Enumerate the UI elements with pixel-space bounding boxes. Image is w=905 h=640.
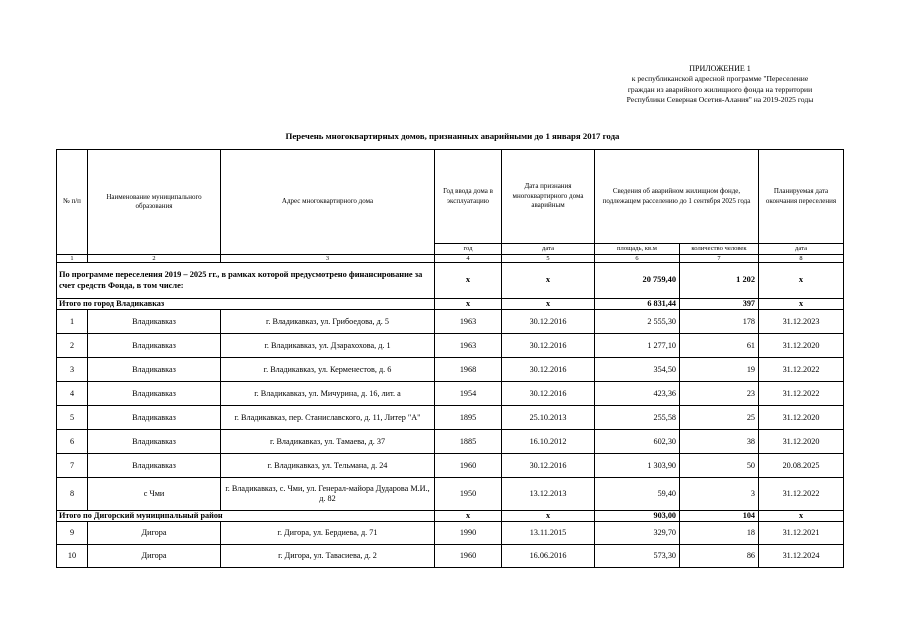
column-number: 5 (502, 255, 595, 263)
program-total-label: По программе переселения 2019 – 2025 гг., в рамках которой предусмотрено финансирование за счет средств Фонда, в том числе: (57, 263, 435, 299)
row-people: 50 (680, 454, 759, 478)
row-date: 16.06.2016 (502, 545, 595, 568)
row-area: 1 277,10 (595, 334, 680, 358)
row-num: 3 (57, 358, 88, 382)
row-area: 354,50 (595, 358, 680, 382)
row-end: 31.12.2022 (759, 478, 844, 511)
row-year: 1960 (435, 454, 502, 478)
table-row (57, 310, 844, 334)
table-row (57, 406, 844, 430)
row-date: 30.12.2016 (502, 454, 595, 478)
row-area: 573,30 (595, 545, 680, 568)
group-total-year: x (435, 299, 502, 310)
row-area: 329,70 (595, 522, 680, 545)
header-municipality: Наименование муниципального образования (88, 150, 221, 255)
appendix-line-2: граждан из аварийного жилищного фонда на территории (627, 84, 813, 94)
row-num: 4 (57, 382, 88, 406)
row-address: г. Владикавказ, ул. Мичурина, д. 16, лит. а (221, 382, 435, 406)
row-municipality: Владикавказ (88, 358, 221, 382)
group-total-end: x (759, 299, 844, 310)
unit-year: год (435, 244, 502, 255)
row-num: 7 (57, 454, 88, 478)
row-year: 1885 (435, 430, 502, 454)
row-address: г. Дигора, ул. Бердиева, д. 71 (221, 522, 435, 545)
row-address: г. Владикавказ, ул. Керменестов, д. 6 (221, 358, 435, 382)
group-total-row (57, 299, 844, 310)
program-total-people: 1 202 (680, 263, 759, 299)
row-end: 31.12.2020 (759, 406, 844, 430)
group-total-label: Итого по Дигорский муниципальный район (57, 511, 435, 522)
row-address: г. Владикавказ, пер. Станиславского, д. 11, Литер "А" (221, 406, 435, 430)
header-year-built: Год ввода дома в эксплуатацию (435, 150, 502, 244)
row-end: 31.12.2022 (759, 358, 844, 382)
row-municipality: Владикавказ (88, 334, 221, 358)
row-date: 30.12.2016 (502, 382, 595, 406)
group-total-people: 104 (680, 511, 759, 522)
row-year: 1960 (435, 545, 502, 568)
row-area: 602,30 (595, 430, 680, 454)
row-date: 13.12.2013 (502, 478, 595, 511)
group-total-year: x (435, 511, 502, 522)
header-fund-info: Сведения об аварийном жилищном фонде, подлежащем расселению до 1 сентября 2025 года (595, 150, 759, 244)
row-municipality: Владикавказ (88, 406, 221, 430)
row-end: 20.08.2025 (759, 454, 844, 478)
appendix-line-1: к республиканской адресной программе "Переселение (631, 74, 809, 84)
group-total-area: 6 831,44 (595, 299, 680, 310)
row-address: г. Дигора, ул. Тавасиева, д. 2 (221, 545, 435, 568)
row-people: 86 (680, 545, 759, 568)
row-municipality: Владикавказ (88, 454, 221, 478)
row-area: 423,36 (595, 382, 680, 406)
row-end: 31.12.2022 (759, 382, 844, 406)
table-row (57, 358, 844, 382)
group-total-row (57, 511, 844, 522)
row-municipality: Дигора (88, 522, 221, 545)
appendix-title: ПРИЛОЖЕНИЕ 1 (689, 64, 751, 73)
row-year: 1895 (435, 406, 502, 430)
unit-area: площадь, кв.м (595, 244, 680, 255)
row-municipality: Владикавказ (88, 310, 221, 334)
row-date: 30.12.2016 (502, 310, 595, 334)
houses-table (56, 149, 844, 568)
row-end: 31.12.2020 (759, 430, 844, 454)
column-number: 3 (221, 255, 435, 263)
table-row (57, 478, 844, 511)
row-num: 2 (57, 334, 88, 358)
appendix-line-3: Республики Северная Осетия-Алания" на 2019-2025 годы (626, 95, 814, 105)
column-number: 1 (57, 255, 88, 263)
row-people: 61 (680, 334, 759, 358)
row-date: 30.12.2016 (502, 358, 595, 382)
group-total-label: Итого по город Владикавказ (57, 299, 435, 310)
column-number: 7 (680, 255, 759, 263)
appendix-header (560, 64, 880, 106)
row-num: 6 (57, 430, 88, 454)
group-total-date: x (502, 511, 595, 522)
program-total-end: x (759, 263, 844, 299)
program-total-area: 20 759,40 (595, 263, 680, 299)
row-end: 31.12.2024 (759, 545, 844, 568)
program-total-row (57, 263, 844, 299)
header-planned-end: Планируемая дата окончания переселения (759, 150, 844, 244)
group-total-date: x (502, 299, 595, 310)
row-year: 1963 (435, 334, 502, 358)
row-year: 1963 (435, 310, 502, 334)
row-num: 5 (57, 406, 88, 430)
row-date: 30.12.2016 (502, 334, 595, 358)
row-year: 1990 (435, 522, 502, 545)
row-address: г. Владикавказ, ул. Тельмана, д. 24 (221, 454, 435, 478)
row-address: г. Владикавказ, ул. Тамаева, д. 37 (221, 430, 435, 454)
column-number: 6 (595, 255, 680, 263)
row-people: 19 (680, 358, 759, 382)
header-recognition-date: Дата признания многоквартирного дома аварийным (502, 150, 595, 244)
row-num: 8 (57, 478, 88, 511)
row-num: 1 (57, 310, 88, 334)
unit-date: дата (502, 244, 595, 255)
row-year: 1950 (435, 478, 502, 511)
column-number: 4 (435, 255, 502, 263)
row-address: г. Владикавказ, ул. Дзарахохова, д. 1 (221, 334, 435, 358)
table-row (57, 454, 844, 478)
row-num: 10 (57, 545, 88, 568)
column-number: 2 (88, 255, 221, 263)
row-people: 25 (680, 406, 759, 430)
group-total-people: 397 (680, 299, 759, 310)
table-row (57, 430, 844, 454)
group-total-area: 903,00 (595, 511, 680, 522)
column-number-row (57, 255, 844, 263)
header-address: Адрес многоквартирного дома (221, 150, 435, 255)
row-date: 16.10.2012 (502, 430, 595, 454)
row-address: г. Владикавказ, ул. Грибоедова, д. 5 (221, 310, 435, 334)
row-people: 178 (680, 310, 759, 334)
program-total-date: x (502, 263, 595, 299)
row-end: 31.12.2021 (759, 522, 844, 545)
row-area: 255,58 (595, 406, 680, 430)
row-municipality: Дигора (88, 545, 221, 568)
row-people: 3 (680, 478, 759, 511)
row-municipality: Владикавказ (88, 382, 221, 406)
column-number: 8 (759, 255, 844, 263)
row-date: 25.10.2013 (502, 406, 595, 430)
table-row (57, 334, 844, 358)
program-total-year: x (435, 263, 502, 299)
row-end: 31.12.2020 (759, 334, 844, 358)
document-title: Перечень многоквартирных домов, признанных аварийными до 1 января 2017 года (285, 131, 620, 141)
row-municipality: с Чми (88, 478, 221, 511)
row-municipality: Владикавказ (88, 430, 221, 454)
header-num: № п/п (57, 150, 88, 255)
table-header-row (57, 150, 844, 244)
row-date: 13.11.2015 (502, 522, 595, 545)
group-total-end: x (759, 511, 844, 522)
row-year: 1954 (435, 382, 502, 406)
row-people: 38 (680, 430, 759, 454)
table-row (57, 382, 844, 406)
row-area: 2 555,30 (595, 310, 680, 334)
row-year: 1968 (435, 358, 502, 382)
row-address: г. Владикавказ, с. Чми, ул. Генерал-майора Дударова М.И., д. 82 (221, 478, 435, 511)
row-end: 31.12.2023 (759, 310, 844, 334)
table-row (57, 522, 844, 545)
unit-end-date: дата (759, 244, 844, 255)
row-area: 59,40 (595, 478, 680, 511)
unit-people: количество человек (680, 244, 759, 255)
row-area: 1 303,90 (595, 454, 680, 478)
row-people: 18 (680, 522, 759, 545)
row-num: 9 (57, 522, 88, 545)
row-people: 23 (680, 382, 759, 406)
table-row (57, 545, 844, 568)
